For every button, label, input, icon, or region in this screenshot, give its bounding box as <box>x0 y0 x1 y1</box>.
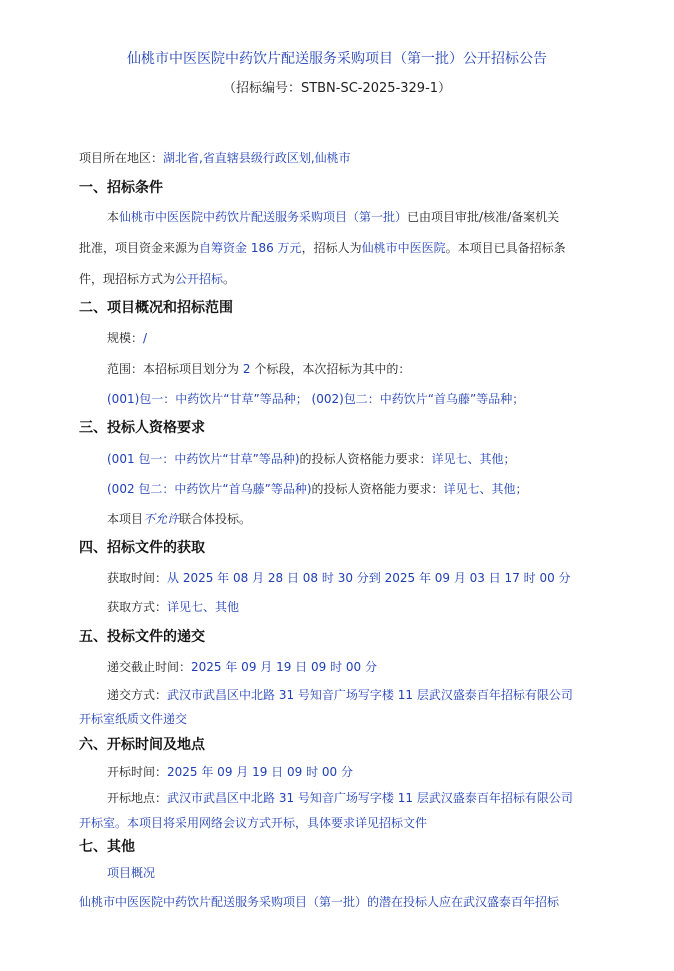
req-1-value: 详见七、其他； <box>431 452 516 466</box>
acquire-method-label: 获取方式： <box>107 600 168 614</box>
open-time-label: 开标时间： <box>107 765 168 779</box>
s3-req-2 <box>107 480 528 498</box>
s4-method <box>107 598 239 616</box>
s5-deadline <box>107 658 377 676</box>
s6-place <box>107 789 573 807</box>
s5-method <box>107 686 573 704</box>
open-place-label: 开标地点： <box>107 791 168 805</box>
section-heading-1: 一、招标条件 <box>79 180 163 196</box>
s2-scale <box>107 329 147 347</box>
section-heading-5: 五、投标文件的递交 <box>79 629 205 645</box>
section-heading-2: 二、项目概况和招标范围 <box>79 300 233 316</box>
tender-code: （招标编号：STBN-SC-2025-329-1） <box>222 81 452 96</box>
range-text: 范围：本招标项目划分为 <box>107 362 240 376</box>
s6-time <box>107 763 353 781</box>
location-label: 项目所在地区： <box>79 151 164 165</box>
s1-text: 本 <box>107 210 120 224</box>
page-title: 仙桃市中医医院中药饮片配送服务采购项目（第一批）公开招标公告 <box>127 51 547 67</box>
open-time-value: 2025 年 09 月 19 日 09 时 00 分 <box>167 765 353 779</box>
submit-method-label: 递交方式： <box>107 688 168 702</box>
s1-fund-source: 自筹资金 186 万元 <box>199 241 302 255</box>
s4-time <box>107 569 571 587</box>
open-place-value: 武汉市武昌区中北路 31 号知音广场写字楼 11 层武汉盛泰百年招标有限公司 <box>167 791 573 805</box>
s2-range <box>107 360 410 378</box>
s1-text: 批准，项目资金来源为 <box>79 241 200 255</box>
lot-1-name: (001 包一：中药饮片“甘草”等品种) <box>107 452 300 466</box>
s1-line-3 <box>79 270 235 288</box>
s1-text: 已由项目审批/核准/备案机关 <box>407 210 560 224</box>
section-heading-3: 三、投标人资格要求 <box>79 420 205 436</box>
s1-text: 。本项目已具备招标条 <box>445 241 566 255</box>
section-heading-4: 四、招标文件的获取 <box>79 540 205 556</box>
req-text: 的投标人资格能力要求： <box>311 482 444 496</box>
s5-method-cont: 开标室纸质文件递交 <box>79 712 188 726</box>
s7-subheading: 项目概况 <box>107 866 156 880</box>
s1-tender-method: 公开招标 <box>175 272 224 286</box>
section-heading-7: 七、其他 <box>79 839 135 855</box>
s3-joint <box>107 510 251 528</box>
lot-count: 2 <box>242 362 251 376</box>
req-text: 的投标人资格能力要求： <box>299 452 432 466</box>
s1-text: ，招标人为 <box>301 241 362 255</box>
s6-place-cont: 开标室。本项目将采用网络会议方式开标，具体要求详见招标文件 <box>79 816 428 830</box>
scale-label: 规模： <box>107 331 144 345</box>
s1-text: 。 <box>223 272 236 286</box>
acquire-time-label: 获取时间： <box>107 571 168 585</box>
scale-value: / <box>143 331 148 345</box>
location-value: 湖北省,省直辖县级行政区划,仙桃市 <box>163 151 351 165</box>
acquire-time-value: 从 2025 年 08 月 28 日 08 时 30 分到 2025 年 09 月 03 日 17 时 00 分 <box>167 571 571 585</box>
req-2-value: 详见七、其他； <box>443 482 528 496</box>
project-location <box>79 149 351 167</box>
s1-tenderer: 仙桃市中医医院 <box>361 241 446 255</box>
s2-lots: (001)包一：中药饮片“甘草”等品种； (002)包二：中药饮片“首乌藤”等品种； <box>107 392 525 406</box>
s3-req-1 <box>107 450 516 468</box>
joint-text: 本项目 <box>107 512 144 526</box>
lot-2-name: (002 包二：中药饮片“首乌藤”等品种) <box>107 482 312 496</box>
acquire-method-value: 详见七、其他 <box>167 600 240 614</box>
joint-value: 不允许 <box>143 512 180 526</box>
s1-text: 件，现招标方式为 <box>79 272 176 286</box>
s1-line-2 <box>79 239 566 257</box>
s1-line-1 <box>107 208 559 226</box>
section-heading-6: 六、开标时间及地点 <box>79 737 205 753</box>
deadline-label: 递交截止时间： <box>107 660 192 674</box>
joint-text: 联合体投标。 <box>179 512 252 526</box>
s7-text: 仙桃市中医医院中药饮片配送服务采购项目（第一批）的潜在投标人应在武汉盛泰百年招标 <box>79 895 560 909</box>
s1-project-name: 仙桃市中医医院中药饮片配送服务采购项目（第一批） <box>119 210 408 224</box>
deadline-value: 2025 年 09 月 19 日 09 时 00 分 <box>191 660 377 674</box>
range-text: 个标段，本次招标为其中的： <box>254 362 411 376</box>
submit-method-value: 武汉市武昌区中北路 31 号知音广场写字楼 11 层武汉盛泰百年招标有限公司 <box>167 688 573 702</box>
